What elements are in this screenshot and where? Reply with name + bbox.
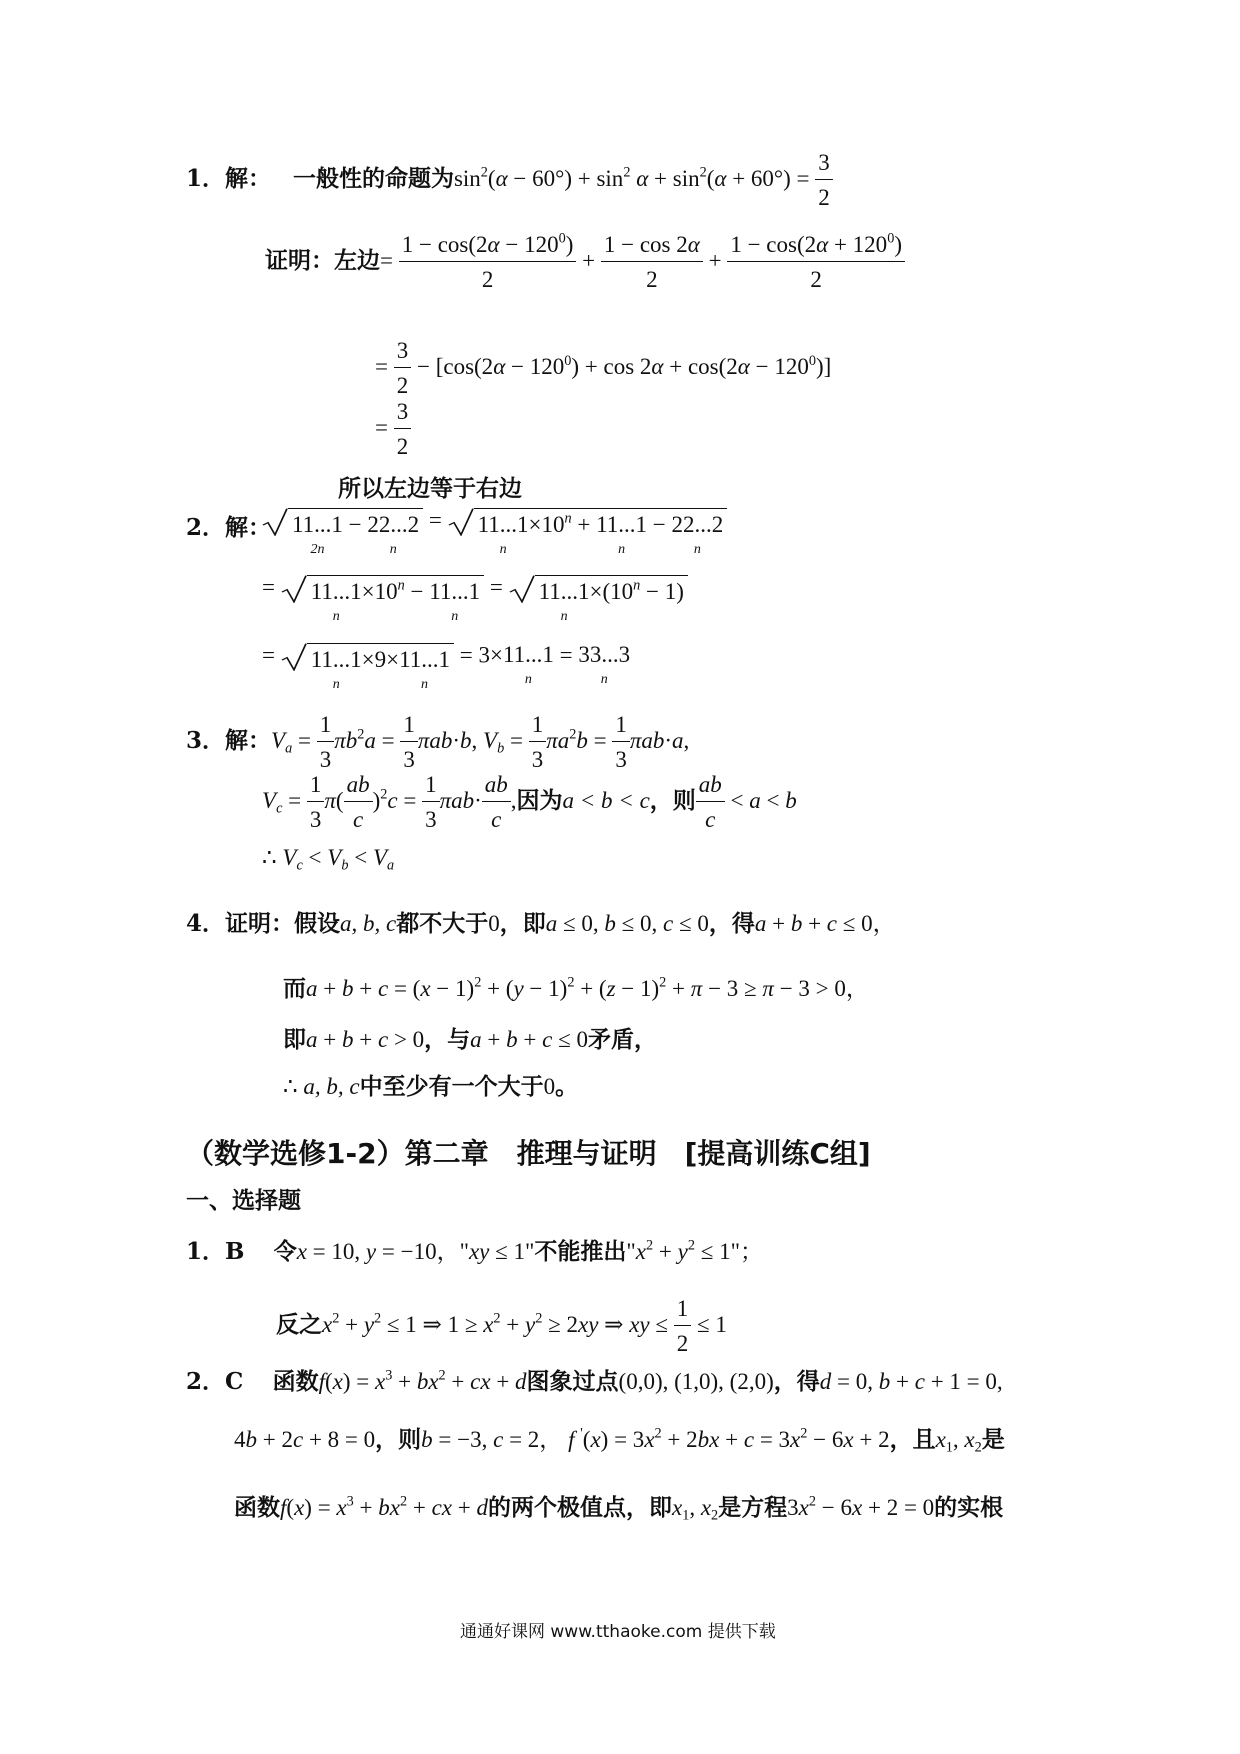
problem-1-proof-line-3: = $\frac{3}{2}$ xyxy=(375,399,411,461)
formula-q1c: $x^2 + y^2 \le 1$ ⇒ $1 \ge x^2 + y^2 \ge 2xy$ ⇒ xy ≤ $\frac{1}{2}$ ≤ 1 xyxy=(322,1296,727,1357)
problem-2-formula-3: = 11...1 n ×9×11...1 n = 3×11...1 n = 33...3 n xyxy=(262,642,631,692)
problem-2-line-1 xyxy=(186,516,271,540)
formula-proof-1: = $\frac{1 - \cos(2\alpha - 120^0)}{2}$ + $\frac{1 - \cos 2\alpha}{2}$ + $\frac{1 - \cos(2\alpha + 120^0)}{2}$ xyxy=(380,248,905,273)
text-get: ，得 xyxy=(708,911,755,937)
formula-q1b: "$x^2 + y^2 \le 1$"； xyxy=(626,1237,763,1264)
formula-4a: a ≤ 0, b ≤ 0, c ≤ 0 xyxy=(545,911,709,936)
text-and: 而 xyxy=(283,976,306,1002)
problem-3-line-2 xyxy=(262,772,797,834)
problem-4-number: 4． xyxy=(186,910,226,937)
problem-1-label: 解： xyxy=(225,166,272,193)
text-contradiction: 矛盾， xyxy=(587,1027,657,1053)
text-is: 是 xyxy=(981,1427,1005,1453)
problem-1-statement xyxy=(186,150,833,212)
problem-3-line-3: ∴ $V_c < V_b < V_a$ xyxy=(262,845,395,874)
formula-4b: a + b + c ≤ 0， xyxy=(754,911,896,936)
question-1-number: 1．B xyxy=(186,1238,245,1265)
text-with: ，与 xyxy=(424,1027,471,1053)
formula-q2f: $x_1$, $x_2$ xyxy=(935,1427,982,1456)
text-not-greater: 都不大于 xyxy=(396,911,489,937)
text-period: 。 xyxy=(555,1074,579,1100)
text-conversely: 反之 xyxy=(276,1312,322,1339)
formula-3c: a < b < c xyxy=(562,788,650,814)
problem-1-conclusion: 所以左边等于右边 xyxy=(338,476,522,502)
vars-abc: a, b, c xyxy=(340,911,397,936)
problem-4-line-3 xyxy=(283,1028,657,1052)
formula-1: $\sin^2(\alpha - 60^\circ) + \sin^2 \alpha + \sin^2(\alpha + 60^\circ)$ = $\frac{3}{2}$ xyxy=(454,166,833,191)
formula-4c: $a + b + c = (x - 1)^2 + (y - 1)^2 + (z - 1)^2 + \pi - 3 \ge \pi - 3 > 0$， xyxy=(306,974,869,1001)
question-2-line-2 xyxy=(234,1425,1005,1456)
text-ie-2: 即 xyxy=(283,1027,306,1053)
problem-1-proof-line-1 xyxy=(265,232,905,294)
formula-4f: ∴ a, b, c xyxy=(283,1074,360,1099)
formula-q2c: d = 0, b + c + 1 = 0, xyxy=(819,1369,1003,1394)
question-2-number: 2．C xyxy=(186,1368,244,1395)
problem-3-number: 3． xyxy=(186,727,226,755)
formula-q2a: $f(x) = x^3 + bx^2$ + cx + d xyxy=(318,1367,527,1394)
problem-2-number: 2． xyxy=(186,514,226,541)
problem-1-number: 1． xyxy=(186,165,226,193)
text-passes-through: 图象过点 xyxy=(526,1369,619,1395)
proof-label: 证明：左边 xyxy=(265,248,380,275)
formula-q1a: x = 10, y = −10，"xy ≤ 1" xyxy=(296,1239,535,1264)
subsection-heading: 一、选择题 xyxy=(186,1188,301,1214)
question-2-line-1 xyxy=(186,1367,1003,1395)
formula-q2e: b = −3, c = 2， f $'(x) = 3x^2 + 2bx + c = 3x^2 - 6x + 2$ xyxy=(421,1425,890,1452)
problem-4-label: 证明：假设 xyxy=(225,911,341,937)
problem-1-proof-line-2: = $\frac{3}{2}$ − $[\cos(2\alpha - 120^0) + \cos 2\alpha + \cos(2\alpha - 120^0)]$ xyxy=(375,338,832,399)
question-1-line-2 xyxy=(276,1296,727,1358)
because-text: 因为 xyxy=(516,788,563,815)
text-let: 令 xyxy=(273,1239,297,1265)
problem-4-line-1 xyxy=(186,912,896,936)
problem-2-formula-2: = 11...1 n $\times 10^n - 11...1$ n = 11...1 n $\times(10^n - 1)$ xyxy=(262,575,688,603)
zero: 0 xyxy=(488,911,500,936)
formula-4e: a + b + c ≤ 0 xyxy=(470,1027,588,1052)
text-get-2: ，得 xyxy=(773,1369,820,1395)
formula-q2b: (0,0), (1,0), (2,0) xyxy=(618,1369,774,1394)
text-function: 函数 xyxy=(272,1369,319,1395)
text-ie: ，即 xyxy=(499,911,546,937)
problem-4-line-4 xyxy=(283,1075,578,1099)
question-1-line-1 xyxy=(186,1237,763,1265)
text-and-2: ，且 xyxy=(889,1427,936,1453)
page-footer: 通通好课网 www.tthaoke.com 提供下载 xyxy=(460,1622,776,1642)
text-extremum-points: 的两个极值点，即 xyxy=(487,1495,672,1521)
formula-q2i: $3x^2 - 6x + 2 = 0$ xyxy=(787,1493,935,1520)
text-are-equation: 是方程 xyxy=(718,1495,788,1521)
formula-q2d: 4b + 2c + 8 = 0 xyxy=(234,1427,376,1452)
formula-3b: $V_c$ = $\frac{1}{3}$ π( $\frac{ab}{c}$ )$^2$c = $\frac{1}{3}$ πab· $\frac{ab}{c}$ , xyxy=(262,772,517,833)
problem-3-label: 解： xyxy=(225,728,272,755)
question-2-line-3 xyxy=(234,1493,1004,1524)
problem-2-formula-1: 11...1 2n − 22...2 n = 11...1 n $\times 10^n + 11...1$ n − 22...2 n xyxy=(262,508,727,536)
zero-2: 0 xyxy=(543,1074,556,1099)
problem-3-line-1 xyxy=(186,712,689,774)
text-at-least-one: 中至少有一个大于 xyxy=(359,1074,544,1100)
formula-3a: $V_a$ = $\frac{1}{3}$ $\pi b^2a$ = $\frac{1}{3}$ πab·b, $V_b$ = $\frac{1}{3}$ $\pi a^2b$ = $\frac{1}{3}$ πab·a, xyxy=(271,712,690,773)
then-text: ，则 xyxy=(649,788,696,815)
section-heading: （数学选修1-2）第二章 推理与证明 [提高训练C组] xyxy=(186,1137,871,1170)
formula-3d: $\frac{ab}{c}$ < a < b xyxy=(696,788,797,813)
formula-q2h: $x_1$, $x_2$ xyxy=(671,1495,719,1524)
text-real-roots: 的实根 xyxy=(934,1495,1004,1521)
formula-q2g: $f(x) = x^3 + bx^2$ + cx + d xyxy=(280,1493,488,1520)
formula-4d: a + b + c > 0 xyxy=(306,1027,425,1052)
problem-2-label: 解： xyxy=(225,515,272,541)
problem-4-line-2 xyxy=(283,974,869,1002)
text-cannot-infer: 不能推出 xyxy=(534,1239,627,1265)
problem-1-text: 一般性的命题为 xyxy=(292,166,454,193)
text-function-2: 函数 xyxy=(234,1495,280,1521)
text-then: ，则 xyxy=(375,1427,422,1453)
